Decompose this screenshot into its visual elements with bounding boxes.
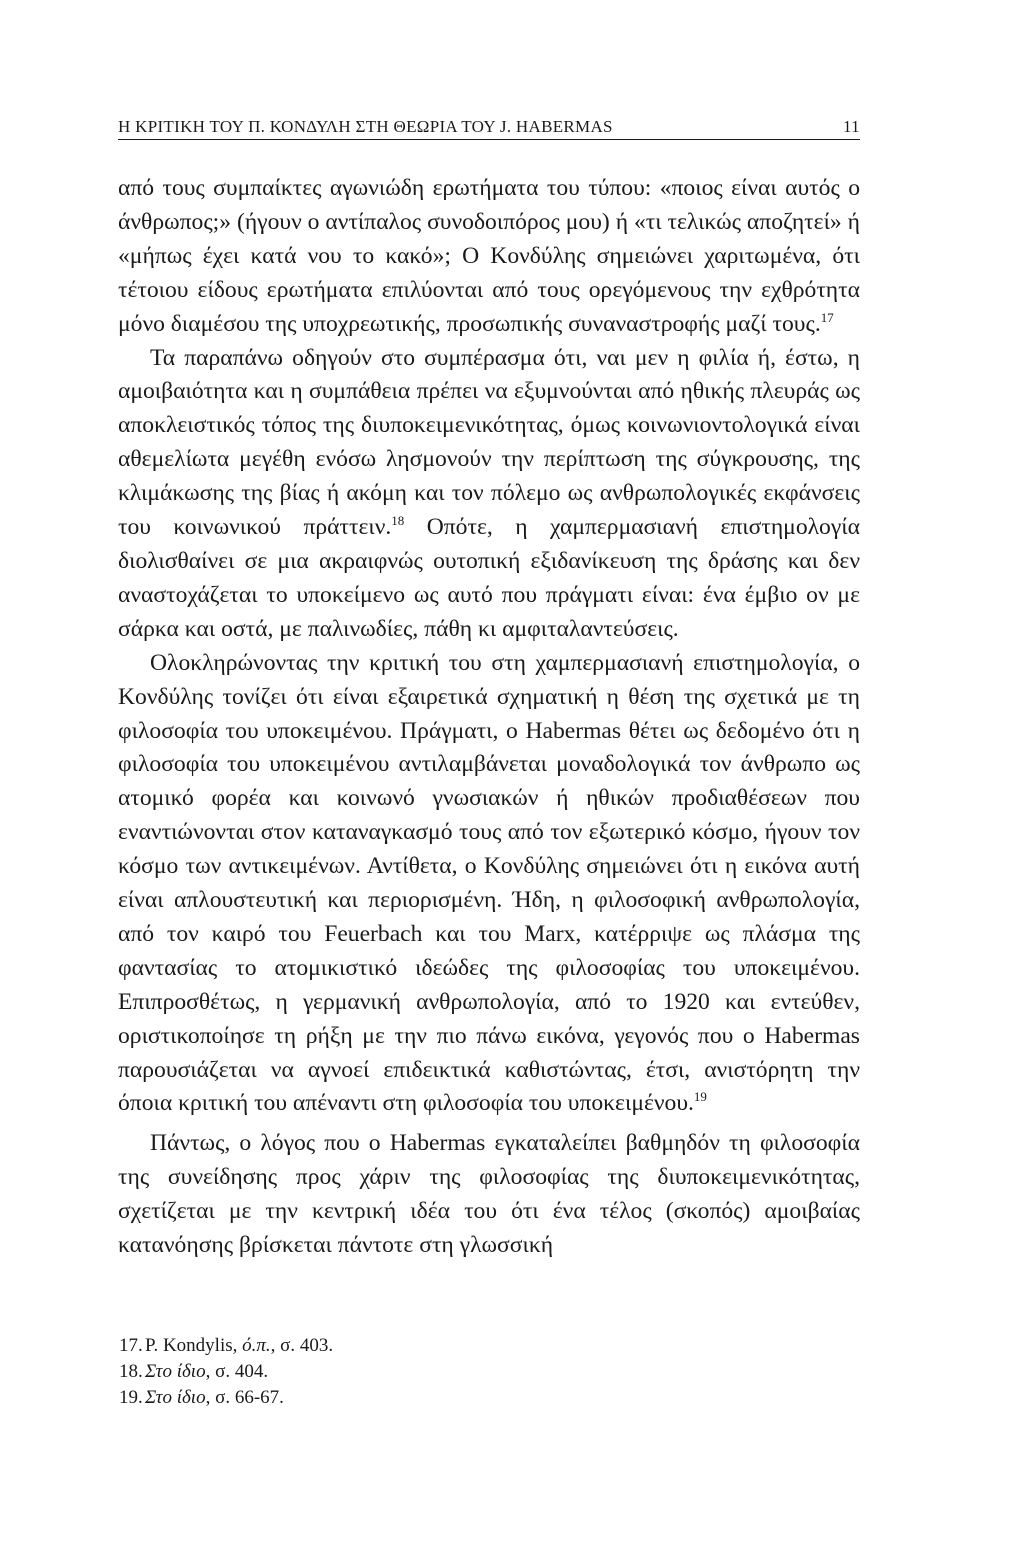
footnote-text: , σ. 66-67. <box>205 1387 284 1408</box>
footnote-ref-19: 19 <box>693 1089 707 1105</box>
footnote-number: 17. <box>119 1335 143 1356</box>
footnote-18 <box>118 1359 860 1385</box>
footnote-number: 18. <box>119 1361 143 1382</box>
footnote-ref-17: 17 <box>820 309 834 325</box>
footnote-19 <box>118 1385 860 1411</box>
running-header <box>118 117 860 140</box>
paragraph-text-continued: Οπότε, η χαμπερμασιανή επιστημολογία διολισθαίνει σε μια ακραιφνώς ουτοπική εξιδανίκευση της δράσης και δεν αναστοχάζεται το υποκείμενο ως αυτό που πράγματι είναι: ένα έμβιο ον με σάρκα και οστά, με παλινωδίες, πάθη κι αμφιταλαντεύσεις. <box>118 514 860 642</box>
footnote-text: , σ. 404. <box>205 1361 269 1382</box>
footnote-italic: Στο ίδιο <box>145 1361 206 1382</box>
running-title: Η ΚΡΙΤΙΚΗ ΤΟΥ Π. ΚΟΝΔΥΛΗ ΣΤΗ ΘΕΩΡΙΑ ΤΟΥ J. HABERMAS <box>118 117 613 136</box>
page-number: 11 <box>843 117 860 136</box>
footnote-ref-18: 18 <box>391 513 405 529</box>
paragraph-text: από τους συμπαίκτες αγωνιώδη ερωτήματα του τύπου: «ποιος είναι αυτός ο άνθρωπος;» (ήγουν ο αντίπαλος συνοδοιπόρος μου) ή «τι τελικώς αποζητεί» ή «μήπως έχει κατά νου το κακό»; Ο Κονδύλης σημειώνει χαριτωμένα, ότι τέτοιου είδους ερωτήματα επιλύονται από τους ορεγόμενους την εχθρότητα μόνο διαμέσου της υποχρεωτικής, προσωπικής συναναστροφής μαζί τους. <box>118 175 860 337</box>
footnote-number: 19. <box>119 1387 143 1408</box>
paragraph-text: Τα παραπάνω οδηγούν στο συμπέρασμα ότι, ναι μεν η φιλία ή, έστω, η αμοιβαιότητα και η συμπάθεια πρέπει να εξυμνούνται από ηθικής πλευράς ως αποκλειστικός τόπος της διυποκειμενικότητας, όμως κοινωνιοντολογικά είναι αθεμελίωτα μεγέθη ενόσω λησμονούν την περίπτωση της σύγκρουσης, της κλιμάκωσης της βίας ή ακόμη και τον πόλεμο ως ανθρωπολογικές εκφάνσεις του κοινωνικού πράττειν. <box>118 344 860 541</box>
footnote-italic: Στο ίδιο <box>145 1387 206 1408</box>
footnote-text: P. Kondylis, <box>145 1335 243 1356</box>
paragraph-4 <box>118 1127 860 1263</box>
paragraph-1 <box>118 172 860 342</box>
body-text <box>118 172 860 1263</box>
paragraph-text: Ολοκληρώνοντας την κριτική του στη χαμπερμασιανή επιστημολογία, ο Κονδύλης τονίζει ότι είναι εξαιρετικά σχηματική η θέση της σχετικά με τη φιλοσοφία του υποκειμένου. Πράγματι, ο Habermas θέτει ως δεδομένο ότι η φιλοσοφία του υποκειμένου αντιλαμβάνεται μοναδολογικά τον άνθρωπο ως ατομικό φορέα και κοινωνό γνωσιακών ή ηθικών προδιαθέσεων που εναντιώνονται στον καταναγκασμό τους από τον εξωτερικό κόσμο, ήγουν τον κόσμο των αντικειμένων. Αντίθετα, ο Κονδύλης σημειώνει ότι η εικόνα αυτή είναι απλουστευτική και περιορισμένη. Ήδη, η φιλοσοφική ανθρωπολογία, από τον καιρό του Feuerbach και του Marx, κατέρριψε ως πλάσμα της φαντασίας το ατομικιστικό ιδεώδες της φιλοσοφίας του υποκειμένου. Επιπροσθέτως, η γερμανική ανθρωπολογία, από το 1920 και εντεύθεν, οριστικοποίησε τη ρήξη με την πιο πάνω εικόνα, γεγονός που ο Habermas παρουσιάζεται να αγνοεί επιδεικτικά καθιστώντας, έτσι, ανιστόρητη την όποια κριτική του απέναντι στη φιλοσοφία του υποκειμένου. <box>118 649 860 1117</box>
paragraph-3 <box>118 647 860 1122</box>
footnote-17 <box>118 1333 860 1359</box>
footnotes <box>118 1333 860 1411</box>
paragraph-2 <box>118 342 860 647</box>
footnote-text: , σ. 403. <box>270 1335 334 1356</box>
footnote-italic: ό.π. <box>242 1335 271 1356</box>
paragraph-text: Πάντως, ο λόγος που ο Habermas εγκαταλείπει βαθμηδόν τη φιλοσοφία της συνείδησης προς χάριν της φιλοσοφίας της διυποκειμενικότητας, σχετίζεται με την κεντρική ιδέα του ότι ένα τέλος (σκοπός) αμοιβαίας κατανόησης βρίσκεται πάντοτε στη γλωσσική <box>118 1130 860 1259</box>
